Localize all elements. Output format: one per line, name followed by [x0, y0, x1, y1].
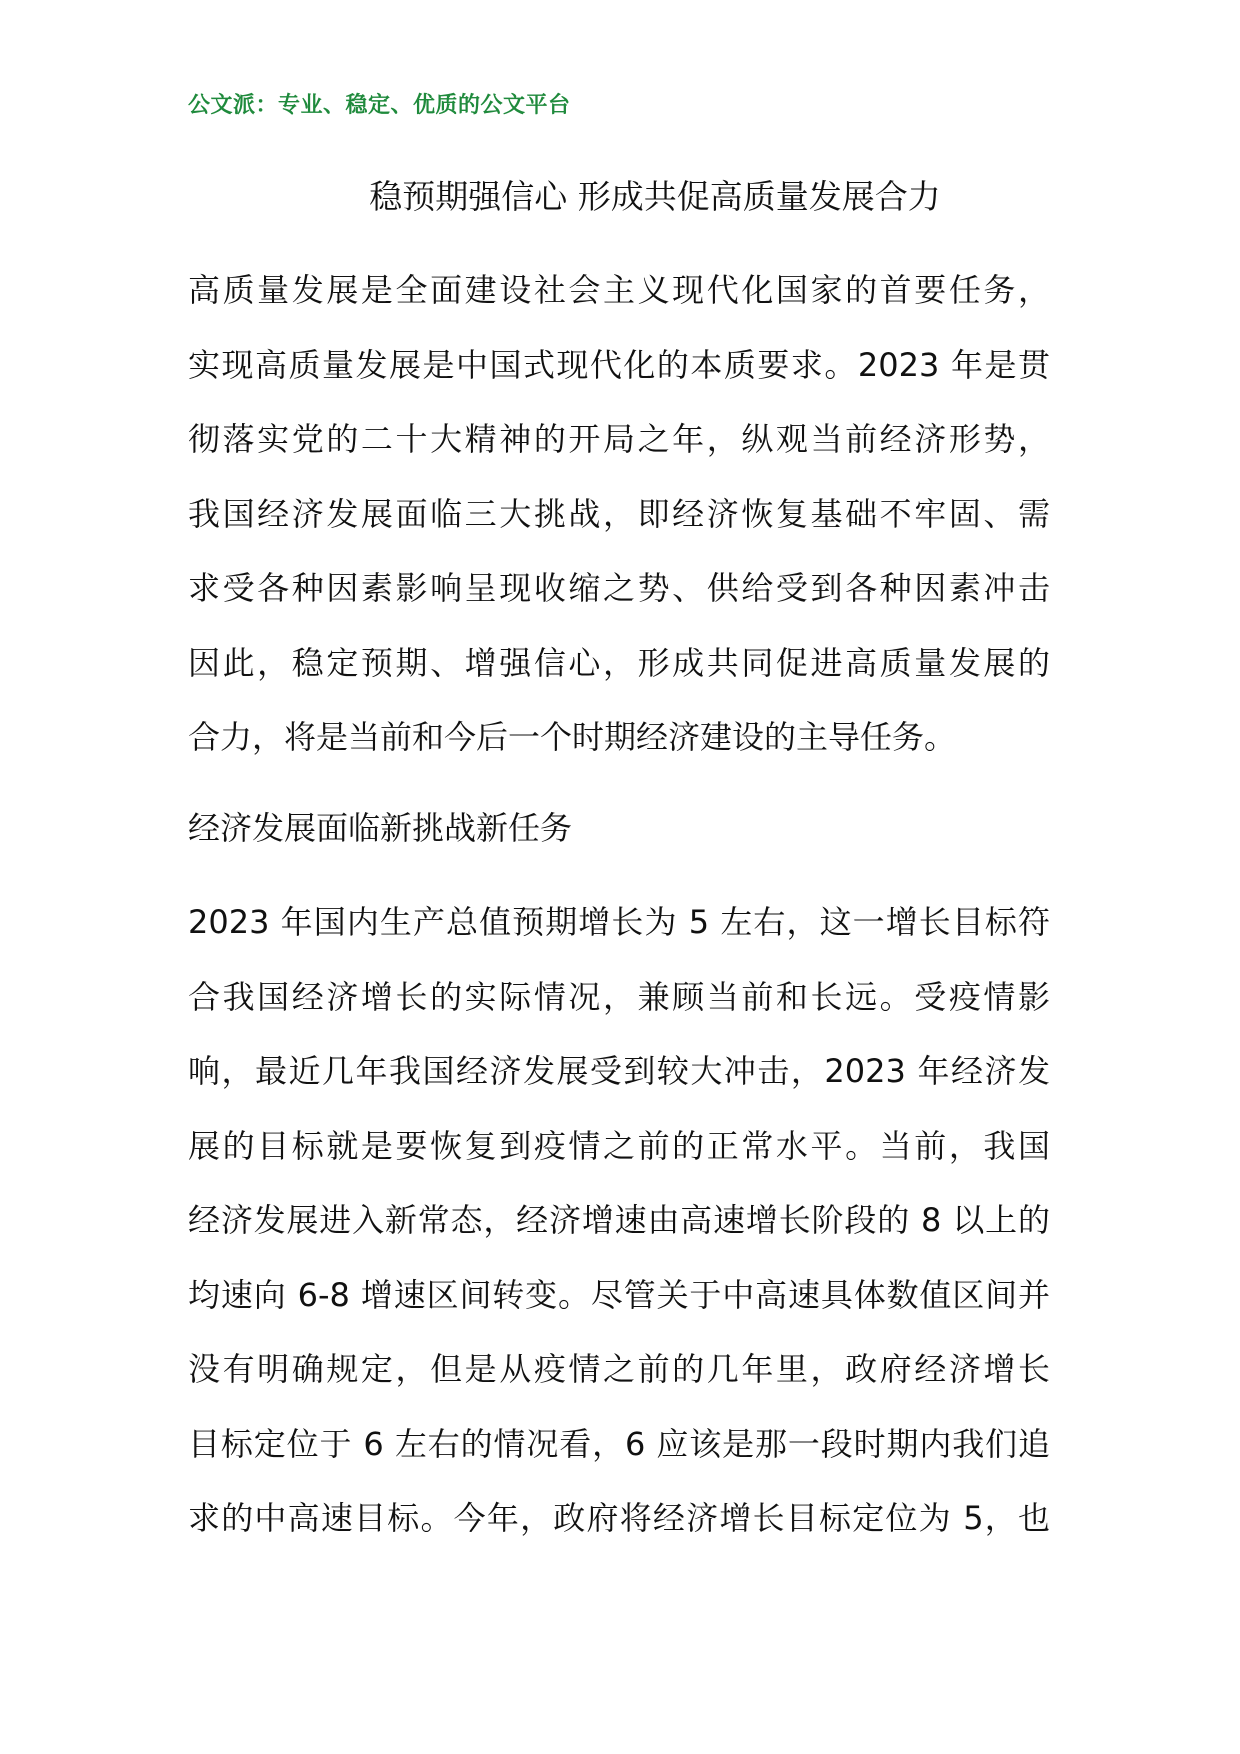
paragraph-line: 实现高质量发展是中国式现代化的本质要求。2023 年是贯	[188, 345, 1050, 384]
paragraph-line: 响，最近几年我国经济发展受到较大冲击，2023 年经济发	[188, 1052, 1050, 1090]
paragraph-line: 均速向 6-8 增速区间转变。尽管关于中高速具体数值区间并	[188, 1275, 1050, 1314]
paragraph-line: 合我国经济增长的实际情况，兼顾当前和长远。受疫情影	[188, 977, 1050, 1016]
paragraph-line: 经济发展进入新常态，经济增速由高速增长阶段的 8 以上的	[188, 1201, 1050, 1239]
paragraph-line: 高质量发展是全面建设社会主义现代化国家的首要任务，	[188, 271, 1050, 309]
paragraph-line: 求的中高速目标。今年，政府将经济增长目标定位为 5，也	[188, 1499, 1050, 1537]
paragraph-line: 我国经济发展面临三大挑战，即经济恢复基础不牢固、需	[188, 494, 1050, 533]
paragraph-line: 展的目标就是要恢复到疫情之前的正常水平。当前，我国	[188, 1126, 1050, 1165]
platform-banner: 公文派：专业、稳定、优质的公文平台	[188, 93, 571, 118]
paragraph-line: 没有明确规定，但是从疫情之前的几年里，政府经济增长	[188, 1350, 1050, 1388]
paragraph-line: 彻落实党的二十大精神的开局之年，纵观当前经济形势，	[188, 420, 1050, 458]
paragraph-line: 目标定位于 6 左右的情况看，6 应该是那一段时期内我们追	[188, 1424, 1050, 1463]
paragraph-line: 合力，将是当前和今后一个时期经济建设的主导任务。	[188, 718, 957, 756]
paragraph-growth	[188, 885, 1050, 1556]
document-title: 稳预期强信心 形成共促高质量发展合力	[369, 177, 941, 216]
section-heading: 经济发展面临新挑战新任务	[188, 809, 573, 847]
paragraph-intro	[188, 253, 1050, 775]
paragraph-line: 2023 年国内生产总值预期增长为 5 左右，这一增长目标符	[188, 903, 1050, 941]
paragraph-line: 因此，稳定预期、增强信心，形成共同促进高质量发展的	[188, 643, 1050, 682]
paragraph-line: 求受各种因素影响呈现收缩之势、供给受到各种因素冲击	[188, 569, 1050, 607]
